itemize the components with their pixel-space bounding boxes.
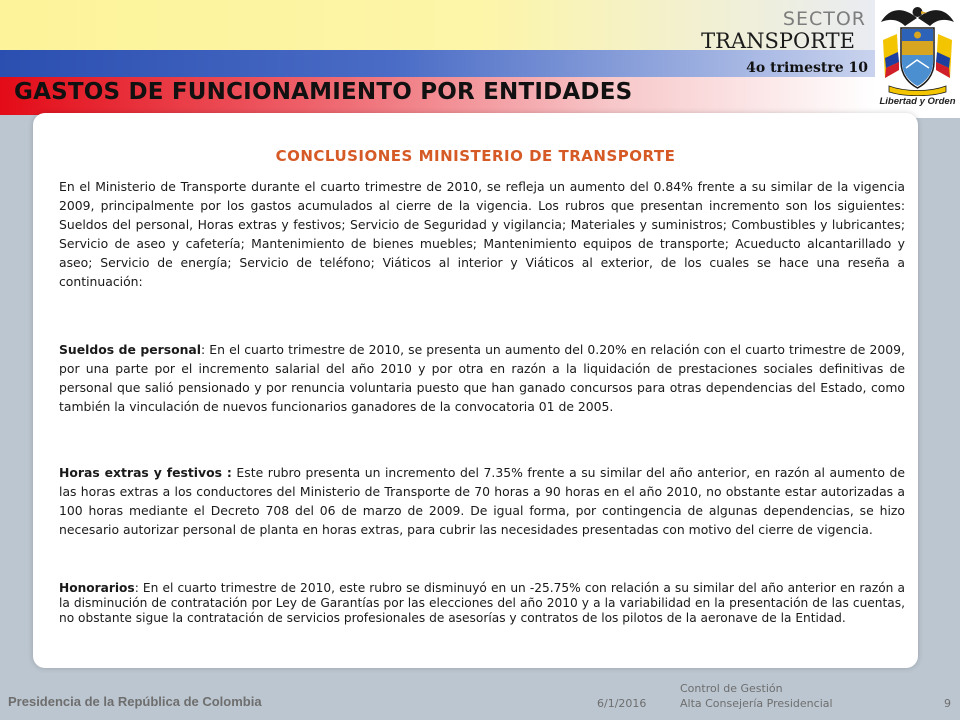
sueldos-paragraph	[59, 340, 905, 416]
horas-text: Este rubro presenta un incremento del 7.35% frente a su similar del año anterior, en razón al aumento de las horas extras a los conductores del Ministerio de Transporte de 70 horas a 90 horas en el año 2010, no obstante estar autorizadas a 100 horas mediante el Decreto 708 del 06 de marzo de 2009. De igual forma, por contingencia de algunas dependencias, se hizo necesario autorizar personal de planta en horas extras, para cubrir las necesidades presentadas con motivo del cierre de vigencia.	[59, 465, 905, 537]
sueldos-text: : En el cuarto trimestre de 2010, se presenta un aumento del 0.20% en relación con el cuarto trimestre de 2009, por una parte por el incremento salarial del año 2010 y por otra en razón a la liquidación de prestaciones sociales definitivas de personal que salió pensionado y por renuncia voluntaria puesto que han ganado concursos para otras dependencias del Estado, como también la vinculación de nuevos funcionarios ganadores de la convocatoria 01 de 2005.	[59, 342, 905, 414]
page-title: GASTOS DE FUNCIONAMIENTO POR ENTIDADES	[14, 79, 633, 105]
sector-label: SECTOR	[782, 8, 866, 30]
coat-of-arms	[875, 0, 960, 118]
quarter-label: 4o trimestre 10	[746, 60, 868, 76]
intro-paragraph	[59, 177, 905, 291]
footer-consejeria-label: Alta Consejería Presidencial	[680, 697, 833, 710]
section-heading: CONCLUSIONES MINISTERIO DE TRANSPORTE	[275, 147, 676, 165]
honorarios-text: : En el cuarto trimestre de 2010, este rubro se disminuyó en un -25.75% con relación a su similar del año anterior en razón a la disminución de contratación por Ley de Garantías por las elecciones del año 2010 y a la variabilidad en la presentación de las cuentas, no obstante sigue la contratación de servicios profesionales de asesorías y contratos de los pilotos de la aeronave de la Entidad.	[59, 581, 905, 625]
footer-organization: Presidencia de la República de Colombia	[8, 694, 262, 709]
honorarios-paragraph	[59, 581, 905, 626]
content-card	[33, 113, 918, 668]
horas-label: Horas extras y festivos :	[59, 465, 232, 480]
header-band-blue	[0, 50, 875, 77]
transporte-label: TRANSPORTE	[701, 29, 855, 53]
honorarios-label: Honorarios	[59, 581, 135, 595]
footer-office	[680, 681, 833, 711]
intro-text: En el Ministerio de Transporte durante el cuarto trimestre de 2010, se refleja un aumento del 0.84% frente a su similar de la vigencia 2009, principalmente por los gastos acumulados al cierre de la vigencia. Los rubros que presentan incremento son los siguientes: Sueldos del personal, Horas extras y festivos; Servicio de Seguridad y vigilancia; Materiales y suministros; Combustibles y lubricantes; Servicio de aseo y cafetería; Mantenimiento de bienes muebles; Mantenimiento equipos de transporte; Acueducto alcantarillado y aseo; Servicio de energía; Servicio de teléfono; Viáticos al interior y Viáticos al exterior, de los cuales se hace una reseña a continuación:	[59, 179, 905, 289]
footer-control-label: Control de Gestión	[680, 682, 783, 695]
seal-motto: Libertad y Orden	[879, 96, 956, 107]
horas-paragraph	[59, 463, 905, 539]
footer-page-number: 9	[944, 697, 951, 710]
coat-of-arms-icon	[875, 0, 960, 96]
sueldos-label: Sueldos de personal	[59, 342, 202, 357]
footer-date: 6/1/2016	[597, 697, 647, 710]
